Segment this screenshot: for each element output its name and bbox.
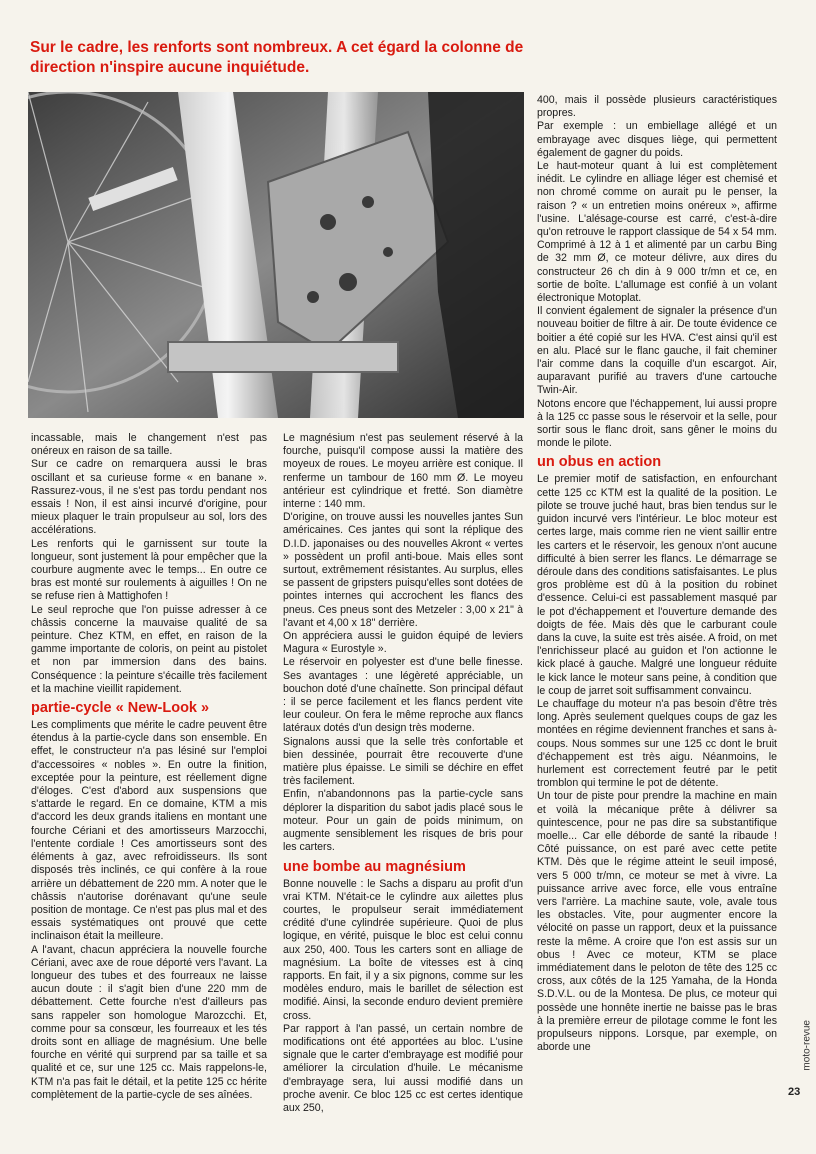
paragraph: Bonne nouvelle : le Sachs a disparu au profit d'un vrai KTM. N'était-ce le cylindre aux ailettes plus courtes, le propulseur serait immédiatement crédité d'une cylindrée supérieure. Quoi de plus logique, en vérité, puisque le bloc est celui connu aux 250, 400. Tous les carters sont en alliage de magnésium. La boîte de vitesses est à cinq rapports. En fait, il y a six pignons, comme sur les modèles enduro, mais le barillet de sélection est modifié. Ainsi, la seconde enduro devient première cross. bbox=[283, 877, 523, 1022]
paragraph: A l'avant, chacun appréciera la nouvelle fourche Cériani, avec axe de roue déporté vers l'avant. La longueur des tubes et des fourreaux ne laisse aucun doute : il s'agit bien d'une 220 mm de débattement. Cette fourche n'est d'ailleurs pas sans rappeler son homologue Marozcchi. Et, comme pour sa consœur, les fourreaux et les tés droits sont en alliage de magnésium. Une belle fourche en vérité qui surprend par sa taille et sa qualité et ce, sur une 125 cc. Mais rappelons-le, KTM n'a pas fait le détail, et la petite 125 cc hérite complètement de la partie-cycle de ses aînées. bbox=[31, 943, 267, 1101]
paragraph: Les renforts qui le garnissent sur toute la longueur, sont justement là pour empêcher que la courbure augmente avec le temps... En outre ce bras est monté sur roulements à aiguilles ! On ne se refuse rien à Mattighofen ! bbox=[31, 537, 267, 603]
paragraph: Le réservoir en polyester est d'une belle finesse. Ses avantages : une légèreté appréciable, un bouchon doté d'une chaînette. Son principal défaut : il se perce facilement et les flancs perdent vite leur couleur. On fera le même reproche aux flancs latéraux dotés d'un design très moderne. bbox=[283, 656, 523, 735]
paragraph: Le haut-moteur quant à lui est complètement inédit. Le cylindre en alliage léger est chemisé et non chromé comme on aurait pu le penser, la raison ? « un entretien moins onéreux », affirme l'usine. L'alésage-course est carré, c'est-à-dire qu'on retrouve le rapport classique de 54 x 54 mm. Comprimé à 12 à 1 et alimenté par un carbu Bing de 32 mm Ø, ce moteur délivre, aux dires du constructeur 26 ch din à 9 000 tr/mn et ce, en sortie de boîte. L'allumage est confié à un volant électronique Motoplat. bbox=[537, 160, 777, 305]
section-heading: partie-cycle « New-Look » bbox=[31, 700, 210, 717]
article-column-1 bbox=[31, 432, 267, 1102]
paragraph: Le premier motif de satisfaction, en enfourchant cette 125 cc KTM est la qualité de la position. Le pilote se trouve juché haut, bras bien tendus sur le guidon incurvé vers l'intérieur. Le bloc moteur est certes large, mais comme rien ne vient saillir entre les carters et le réservoir, les genoux n'ont aucune difficulté à bien serrer les flancs. Le démarrage se déroule dans des conditions satisfaisantes. Le plus gros problème est dû à la position du robinet d'essence. Celui-ci est passablement masqué par le pot d'échappement et l'ouverture demande des doigts de fée. Mais dès que le carburant coule dans la cuve, la suite est très aisée. A froid, on met l'enrichisseur placé au guidon et l'on actionne le kick placé à gauche. Malgré une longueur réduite le kick lance le moteur sans peine, à condition que le coup de jarret soit suffisamment convaincu. bbox=[537, 473, 777, 697]
section-heading: une bombe au magnésium bbox=[283, 858, 466, 875]
article-column-2 bbox=[283, 432, 523, 1115]
paragraph: On appréciera aussi le guidon équipé de leviers Magura « Eurostyle ». bbox=[283, 630, 523, 656]
paragraph: Notons encore que l'échappement, lui aussi propre à la 125 cc passe sous le réservoir et la selle, pour sortir sous le flanc droit, sans gêner le moins du monde le pilote. bbox=[537, 397, 777, 450]
paragraph: Signalons aussi que la selle très confortable et bien dessinée, pourrait être recouverte d'une matière plus épaisse. Le simili se déchire en effet très facilement. bbox=[283, 735, 523, 788]
paragraph: Un tour de piste pour prendre la machine en main et voilà la mécanique prête à délivrer sa quintescence, pour ne pas dire sa substantifique moelle... Car elle déborde de santé la ribaude ! Côté puissance, on est paré avec cette petite KTM. Dès que le régime atteint le seuil imposé, vers 5 000 tr/mn, ce moteur se met à vivre. La puissance arrive avec force, elle vous entraîne vers l'arrière. La machine saute, vole, avale tous les obstacles. Vite, pour augmenter encore la vélocité on passe un rapport, deux et la puissance reste la même. A croire que l'on est assis sur un obus ! Avec ce moteur, KTM se place immédiatement dans le peloton de tête des 125 cc cross, aux côtés de la 125 Yamaha, de la Honda S.D.V.L. ou de la Montesa. De plus, ce moteur qui possède une honnête inertie ne baisse pas le bras à la première erreur de pilotage comme le font les propulseurs nippons. Lorsque, par exemple, on aborde une bbox=[537, 790, 777, 1054]
paragraph: incassable, mais le changement n'est pas onéreux en raison de sa taille. bbox=[31, 432, 267, 458]
paragraph: Enfin, n'abandonnons pas la partie-cycle sans déplorer la disparition du sabot jadis placé sous le moteur. Pour un gain de poids minimum, on augmente sensiblement les risques de bris pour les carters. bbox=[283, 788, 523, 854]
paragraph: Il convient également de signaler la présence d'un nouveau boitier de filtre à air. De toute évidence ce boitier a été copié sur les HVA. C'est ainsi qu'il est en alu. Placé sur le flanc gauche, il fait cheminer l'air comme dans la coquille d'un escargot. Air, auparavant purifié au travers d'une cartouche Twin-Air. bbox=[537, 305, 777, 397]
magazine-name: moto-revue bbox=[802, 1020, 813, 1071]
article-column-3 bbox=[537, 94, 777, 1054]
paragraph: Les compliments que mérite le cadre peuvent être étendus à la partie-cycle dans son ensemble. En effet, le constructeur n'a pas lésiné sur l'emploi d'accessoires « nobles ». En outre la finition, exceptée pour la peinture, est réellement digne d'éloges. C'est d'abord aux suspensions que s'attarde le regard. En ce domaine, KTM a mis d'accord les deux grands italiens en montant une fourche Cériani et des amortisseurs Marzocchi, l'entente cordiale ! Ces amortisseurs sont des éléments à gaz, avec refroidisseurs. Ils sont disposés très inclinés, ce qui confère à la roue arrière un débattement de 220 mm. A noter que le châssis n'autorise dorénavant qu'une seule position de montage. Ce n'est pas plus mal et des essais systématiques ont prouvé que cette inclinaison était la meilleure. bbox=[31, 719, 267, 943]
paragraph: Par exemple : un embiellage allégé et un embrayage avec disques liège, qui permettent également de gagner du poids. bbox=[537, 120, 777, 159]
section-heading: un obus en action bbox=[537, 454, 662, 471]
photo-caption-headline: Sur le cadre, les renforts sont nombreux. A cet égard la colonne de direction n'inspire aucune inquiétude. bbox=[30, 39, 524, 76]
paragraph: 400, mais il possède plusieurs caractéristiques propres. bbox=[537, 94, 777, 120]
paragraph: Par rapport à l'an passé, un certain nombre de modifications ont été apportées au bloc. L'usine signale que le carter d'embrayage est modifié pour améliorer la circulation d'huile. Le mécanisme d'embrayage sera, lui aussi modifié dans un proche avenir. Ce bloc 125 cc est certes identique aux 250, bbox=[283, 1022, 523, 1114]
paragraph: Le chauffage du moteur n'a pas besoin d'être très long. Après seulement quelques coups de gaz les montées en régime deviennent franches et sans à-coups. Nous sommes sur une 125 cc dont le bruit d'échappement est très aigu. Néanmoins, le hurlement est correctement feutré par le petit tromblon qui termine le pot de détente. bbox=[537, 697, 777, 790]
paragraph: Le magnésium n'est pas seulement réservé à la fourche, puisqu'il compose aussi la matière des moyeux de roues. Le moyeu arrière est conique. Il renferme un tambour de 160 mm Ø. Le moyeu antérieur est cylindrique et fretté. Son diamètre interne : 140 mm. bbox=[283, 432, 523, 511]
paragraph: D'origine, on trouve aussi les nouvelles jantes Sun américaines. Ces jantes qui sont la réplique des D.I.D. japonaises ou des nouvelles Akront « vertes » possèdent un profil anti-boue. Mais elles sont surtout, extrêmement résistantes. Au surplus, elles se passent de gripsters puisqu'elles sont dotées de pointes internes qui accrochent les flancs des pneus. Ces pneus sont des Metzeler : 3,00 x 21" à l'avant et 4,00 x 18" derrière. bbox=[283, 511, 523, 629]
paragraph: Le seul reproche que l'on puisse adresser à ce châssis concerne la mauvaise qualité de sa peinture. Chez KTM, en effet, en raison de la gamme importante de coloris, on peint au pistolet et non par immersion dans des bains. Conséquence : la peinture s'écaille très facilement et la machine vieillit rapidement. bbox=[31, 603, 267, 695]
paragraph: Sur ce cadre on remarquera aussi le bras oscillant et sa curieuse forme « en banane ». Rassurez-vous, il ne s'est pas tordu pendant nos essais ! Non, il est ainsi incurvé d'origine, pour mieux plaquer le train propulseur au sol, lors des accélérations. bbox=[31, 458, 267, 537]
motorcycle-frame-photo bbox=[28, 92, 524, 418]
page-number: 23 bbox=[788, 1086, 801, 1098]
